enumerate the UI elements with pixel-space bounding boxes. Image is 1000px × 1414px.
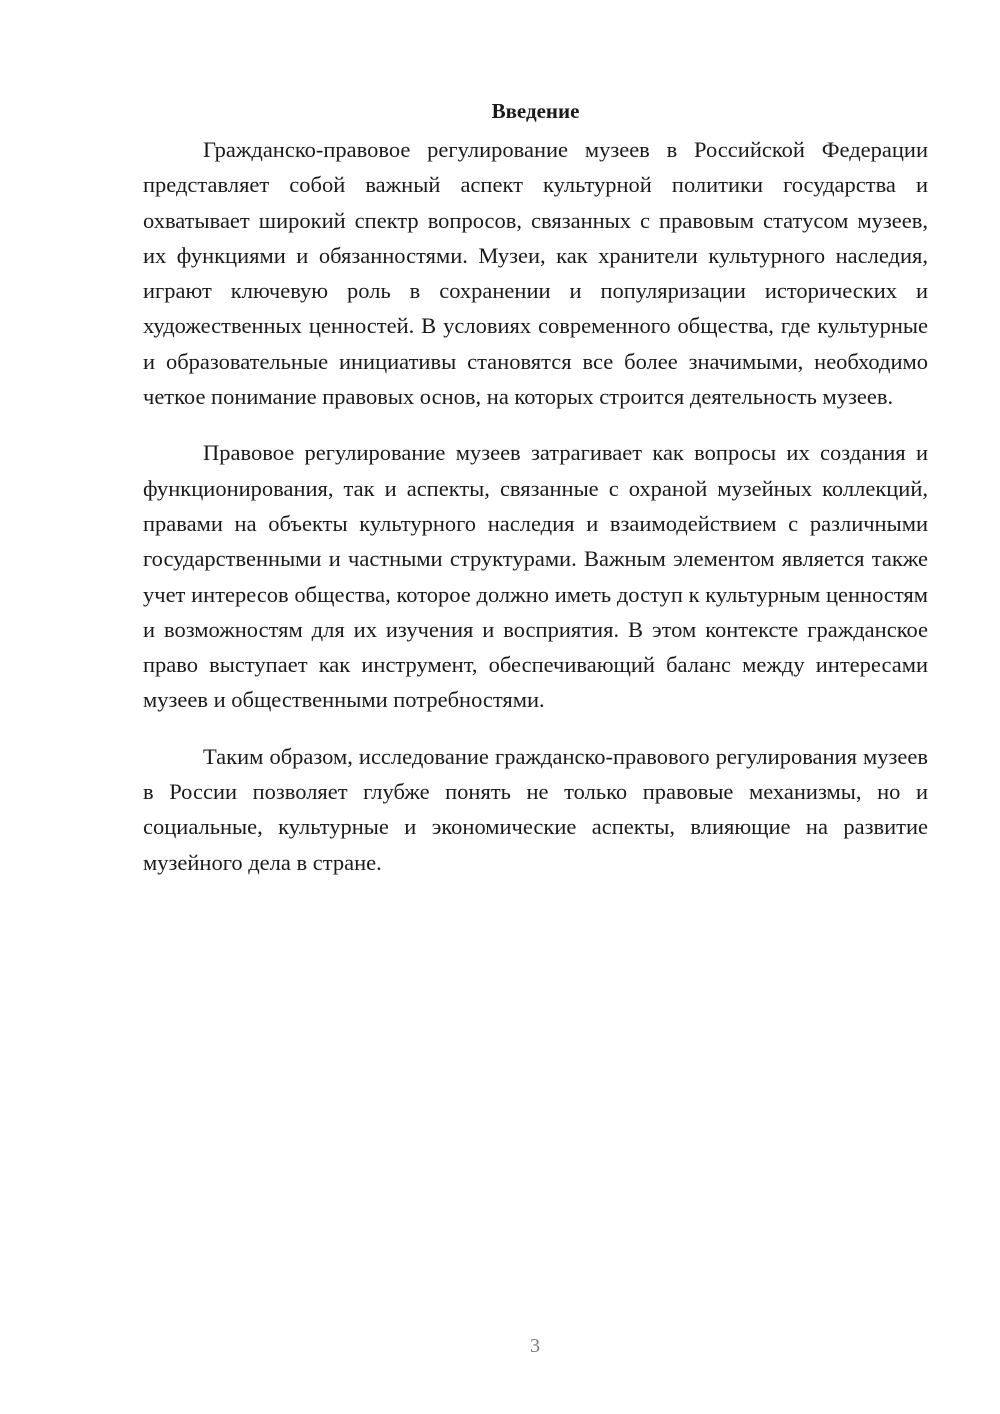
section-title: Введение xyxy=(491,99,580,123)
page-content xyxy=(143,96,928,901)
paragraph-3: Таким образом, исследование гражданско-правового регулирования музеев в России позволяет глубже понять не только правовые механизмы, но и социальные, культурные и экономические аспекты, влияющие на развитие музейного дела в стране. xyxy=(143,743,928,875)
page-number: 3 xyxy=(530,1335,540,1357)
paragraph-1: Гражданско-правовое регулирование музеев в Российской Федерации представляет собой важный аспект культурной политики государства и охватывает широкий спектр вопросов, связанных с правовым статусом музеев, их функциями и обязанностями. Музеи, как хранители культурного наследия, играют ключевую роль в сохранении и популяризации исторических и художественных ценностей. В условиях современного общества, где культурные и образовательные инициативы становятся все более значимыми, необходимо четкое понимание правовых основ, на которых строится деятельность музеев. xyxy=(143,137,928,410)
paragraph-2: Правовое регулирование музеев затрагивает как вопросы их создания и функционирования, так и аспекты, связанные с охраной музейных коллекций, правами на объекты культурного наследия и взаимодействием с различными государственными и частными структурами. Важным элементом является также учет интересов общества, которое должно иметь доступ к культурным ценностям и возможностям для их изучения и восприятия. В этом контексте гражданское право выступает как инструмент, обеспечивающий баланс между интересами музеев и общественными потребностями. xyxy=(143,440,928,713)
